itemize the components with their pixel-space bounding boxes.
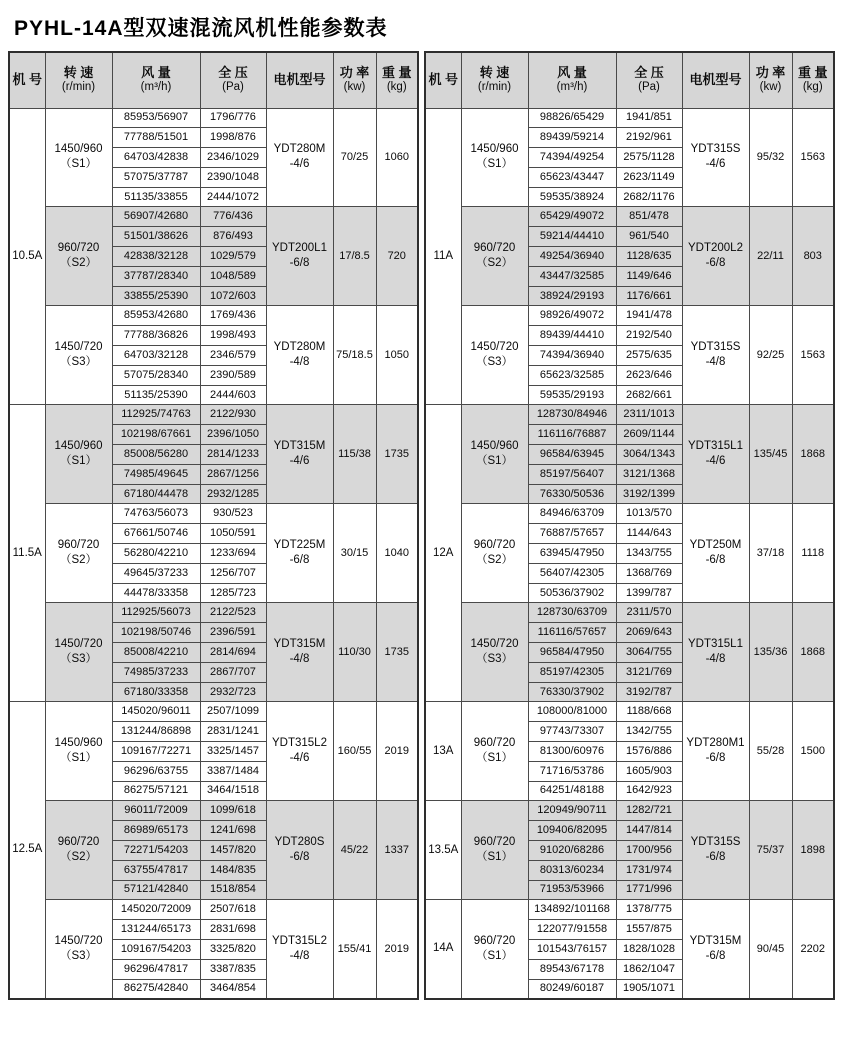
- power-cell: 17/8.5: [333, 207, 376, 306]
- pressure-cell: 2867/707: [200, 662, 266, 682]
- flow-cell: 96584/63945: [528, 445, 616, 465]
- weight-cell: 2019: [376, 702, 418, 801]
- flow-cell: 67661/50746: [112, 524, 200, 544]
- speed-cell: 1450/960 （S1）: [45, 702, 112, 801]
- table-row: [425, 405, 834, 425]
- flow-cell: 109167/54203: [112, 939, 200, 959]
- column-header: 全 压 (Pa): [616, 52, 682, 108]
- flow-cell: 74394/36940: [528, 346, 616, 366]
- flow-cell: 76330/50536: [528, 484, 616, 504]
- flow-cell: 71953/53966: [528, 880, 616, 900]
- pressure-cell: 2122/523: [200, 603, 266, 623]
- pressure-cell: 2623/1149: [616, 167, 682, 187]
- flow-cell: 98826/65429: [528, 108, 616, 128]
- flow-cell: 89439/44410: [528, 326, 616, 346]
- speed-cell: 960/720 （S1）: [461, 702, 528, 801]
- flow-cell: 109406/82095: [528, 821, 616, 841]
- pressure-cell: 2390/589: [200, 365, 266, 385]
- pressure-cell: 1050/591: [200, 524, 266, 544]
- pressure-cell: 2311/570: [616, 603, 682, 623]
- flow-cell: 96584/47950: [528, 643, 616, 663]
- pressure-cell: 1771/996: [616, 880, 682, 900]
- pressure-cell: 2346/579: [200, 346, 266, 366]
- speed-cell: 960/720 （S2）: [45, 207, 112, 306]
- speed-cell: 1450/720 （S3）: [45, 603, 112, 702]
- table-row: [425, 603, 834, 623]
- flow-cell: 80249/60187: [528, 979, 616, 999]
- flow-cell: 77788/51501: [112, 128, 200, 148]
- pressure-cell: 1862/1047: [616, 959, 682, 979]
- flow-cell: 57075/28340: [112, 365, 200, 385]
- pressure-cell: 1941/478: [616, 306, 682, 326]
- flow-cell: 67180/33358: [112, 682, 200, 702]
- flow-cell: 120949/90711: [528, 801, 616, 821]
- table-row: [9, 603, 418, 623]
- motor-cell: YDT250M -6/8: [682, 504, 749, 603]
- table-row: [425, 207, 834, 227]
- weight-cell: 1735: [376, 603, 418, 702]
- pressure-cell: 1099/618: [200, 801, 266, 821]
- flow-cell: 43447/32585: [528, 266, 616, 286]
- flow-cell: 145020/96011: [112, 702, 200, 722]
- table-row: [425, 306, 834, 326]
- performance-table-left: [8, 51, 419, 1000]
- flow-cell: 74985/49645: [112, 464, 200, 484]
- weight-cell: 1040: [376, 504, 418, 603]
- flow-cell: 59535/29193: [528, 385, 616, 405]
- table-row: [9, 801, 418, 821]
- pressure-cell: 3387/1484: [200, 761, 266, 781]
- flow-cell: 63755/47817: [112, 860, 200, 880]
- pressure-cell: 2831/1241: [200, 722, 266, 742]
- speed-cell: 1450/720 （S3）: [45, 306, 112, 405]
- pressure-cell: 1241/698: [200, 821, 266, 841]
- flow-cell: 51135/25390: [112, 385, 200, 405]
- pressure-cell: 1642/923: [616, 781, 682, 801]
- pressure-cell: 1128/635: [616, 247, 682, 267]
- flow-cell: 67180/44478: [112, 484, 200, 504]
- weight-cell: 1500: [792, 702, 834, 801]
- flow-cell: 56280/42210: [112, 544, 200, 564]
- machine-id-cell: 11.5A: [9, 405, 45, 702]
- power-cell: 135/36: [749, 603, 792, 702]
- flow-cell: 44478/33358: [112, 583, 200, 603]
- pressure-cell: 1048/589: [200, 266, 266, 286]
- pressure-cell: 1029/579: [200, 247, 266, 267]
- pressure-cell: 2575/1128: [616, 148, 682, 168]
- machine-id-cell: 13A: [425, 702, 461, 801]
- power-cell: 55/28: [749, 702, 792, 801]
- tables-container: [8, 51, 842, 1000]
- flow-cell: 85197/42305: [528, 662, 616, 682]
- table-row: [9, 405, 418, 425]
- flow-cell: 74394/49254: [528, 148, 616, 168]
- pressure-cell: 1941/851: [616, 108, 682, 128]
- motor-cell: YDT315S -6/8: [682, 801, 749, 900]
- flow-cell: 72271/54203: [112, 840, 200, 860]
- column-header: 转 速 (r/min): [45, 52, 112, 108]
- motor-cell: YDT280S -6/8: [266, 801, 333, 900]
- table-row: [9, 900, 418, 920]
- weight-cell: 1060: [376, 108, 418, 207]
- motor-cell: YDT280M1 -6/8: [682, 702, 749, 801]
- pressure-cell: 1282/721: [616, 801, 682, 821]
- weight-cell: 2019: [376, 900, 418, 999]
- pressure-cell: 3064/1343: [616, 445, 682, 465]
- flow-cell: 49645/37233: [112, 563, 200, 583]
- motor-cell: YDT315M -6/8: [682, 900, 749, 999]
- column-header: 功 率 (kw): [749, 52, 792, 108]
- flow-cell: 42838/32128: [112, 247, 200, 267]
- pressure-cell: 1176/661: [616, 286, 682, 306]
- pressure-cell: 1828/1028: [616, 939, 682, 959]
- flow-cell: 56907/42680: [112, 207, 200, 227]
- flow-cell: 74763/56073: [112, 504, 200, 524]
- pressure-cell: 2609/1144: [616, 425, 682, 445]
- motor-cell: YDT315S -4/8: [682, 306, 749, 405]
- pressure-cell: 876/493: [200, 227, 266, 247]
- power-cell: 70/25: [333, 108, 376, 207]
- pressure-cell: 851/478: [616, 207, 682, 227]
- motor-cell: YDT315L1 -4/6: [682, 405, 749, 504]
- flow-cell: 97743/73307: [528, 722, 616, 742]
- flow-cell: 38924/29193: [528, 286, 616, 306]
- machine-id-cell: 12A: [425, 405, 461, 702]
- table-row: [425, 801, 834, 821]
- pressure-cell: 1399/787: [616, 583, 682, 603]
- flow-cell: 59214/44410: [528, 227, 616, 247]
- power-cell: 45/22: [333, 801, 376, 900]
- flow-cell: 131244/86898: [112, 722, 200, 742]
- pressure-cell: 1342/755: [616, 722, 682, 742]
- weight-cell: 1868: [792, 405, 834, 504]
- flow-cell: 80313/60234: [528, 860, 616, 880]
- table-row: [9, 207, 418, 227]
- power-cell: 110/30: [333, 603, 376, 702]
- flow-cell: 64251/48188: [528, 781, 616, 801]
- flow-cell: 108000/81000: [528, 702, 616, 722]
- flow-cell: 134892/101168: [528, 900, 616, 920]
- flow-cell: 76330/37902: [528, 682, 616, 702]
- flow-cell: 59535/38924: [528, 187, 616, 207]
- flow-cell: 85953/42680: [112, 306, 200, 326]
- motor-cell: YDT315L1 -4/8: [682, 603, 749, 702]
- flow-cell: 89543/67178: [528, 959, 616, 979]
- pressure-cell: 2932/723: [200, 682, 266, 702]
- pressure-cell: 2396/1050: [200, 425, 266, 445]
- weight-cell: 1898: [792, 801, 834, 900]
- flow-cell: 37787/28340: [112, 266, 200, 286]
- flow-cell: 81300/60976: [528, 742, 616, 762]
- motor-cell: YDT225M -6/8: [266, 504, 333, 603]
- pressure-cell: 2682/661: [616, 385, 682, 405]
- table-row: [425, 900, 834, 920]
- pressure-cell: 3121/1368: [616, 464, 682, 484]
- speed-cell: 1450/720 （S3）: [461, 306, 528, 405]
- pressure-cell: 2932/1285: [200, 484, 266, 504]
- flow-cell: 128730/63709: [528, 603, 616, 623]
- flow-cell: 109167/72271: [112, 742, 200, 762]
- pressure-cell: 1378/775: [616, 900, 682, 920]
- pressure-cell: 3387/835: [200, 959, 266, 979]
- flow-cell: 64703/42838: [112, 148, 200, 168]
- flow-cell: 51501/38626: [112, 227, 200, 247]
- weight-cell: 1563: [792, 108, 834, 207]
- speed-cell: 960/720 （S1）: [461, 801, 528, 900]
- column-header: 重 量 (kg): [376, 52, 418, 108]
- flow-cell: 84946/63709: [528, 504, 616, 524]
- pressure-cell: 3064/755: [616, 643, 682, 663]
- pressure-cell: 1905/1071: [616, 979, 682, 999]
- pressure-cell: 3121/769: [616, 662, 682, 682]
- speed-cell: 1450/960 （S1）: [45, 108, 112, 207]
- weight-cell: 1563: [792, 306, 834, 405]
- flow-cell: 71716/53786: [528, 761, 616, 781]
- flow-cell: 85008/56280: [112, 445, 200, 465]
- pressure-cell: 2069/643: [616, 623, 682, 643]
- flow-cell: 116116/76887: [528, 425, 616, 445]
- pressure-cell: 3464/854: [200, 979, 266, 999]
- machine-id-cell: 14A: [425, 900, 461, 999]
- machine-id-cell: 12.5A: [9, 702, 45, 999]
- pressure-cell: 1518/854: [200, 880, 266, 900]
- power-cell: 155/41: [333, 900, 376, 999]
- pressure-cell: 1368/769: [616, 563, 682, 583]
- flow-cell: 116116/57657: [528, 623, 616, 643]
- pressure-cell: 1576/886: [616, 742, 682, 762]
- motor-cell: YDT315M -4/8: [266, 603, 333, 702]
- flow-cell: 89439/59214: [528, 128, 616, 148]
- pressure-cell: 2682/1176: [616, 187, 682, 207]
- power-cell: 115/38: [333, 405, 376, 504]
- motor-cell: YDT315S -4/6: [682, 108, 749, 207]
- pressure-cell: 3464/1518: [200, 781, 266, 801]
- pressure-cell: 2192/961: [616, 128, 682, 148]
- power-cell: 30/15: [333, 504, 376, 603]
- power-cell: 135/45: [749, 405, 792, 504]
- flow-cell: 33855/25390: [112, 286, 200, 306]
- flow-cell: 51135/33855: [112, 187, 200, 207]
- flow-cell: 98926/49072: [528, 306, 616, 326]
- pressure-cell: 1998/493: [200, 326, 266, 346]
- pressure-cell: 2396/591: [200, 623, 266, 643]
- pressure-cell: 3192/787: [616, 682, 682, 702]
- column-header: 风 量 (m³/h): [528, 52, 616, 108]
- pressure-cell: 2575/635: [616, 346, 682, 366]
- pressure-cell: 1700/956: [616, 840, 682, 860]
- pressure-cell: 961/540: [616, 227, 682, 247]
- flow-cell: 96296/63755: [112, 761, 200, 781]
- flow-cell: 86989/65173: [112, 821, 200, 841]
- pressure-cell: 1484/835: [200, 860, 266, 880]
- machine-id-cell: 13.5A: [425, 801, 461, 900]
- pressure-cell: 1731/974: [616, 860, 682, 880]
- motor-cell: YDT200L1 -6/8: [266, 207, 333, 306]
- flow-cell: 131244/65173: [112, 920, 200, 940]
- pressure-cell: 1605/903: [616, 761, 682, 781]
- speed-cell: 960/720 （S2）: [45, 504, 112, 603]
- pressure-cell: 1796/776: [200, 108, 266, 128]
- flow-cell: 85197/56407: [528, 464, 616, 484]
- machine-id-cell: 10.5A: [9, 108, 45, 405]
- power-cell: 160/55: [333, 702, 376, 801]
- flow-cell: 112925/56073: [112, 603, 200, 623]
- pressure-cell: 1072/603: [200, 286, 266, 306]
- column-header: 机 号: [425, 52, 461, 108]
- speed-cell: 1450/960 （S1）: [461, 405, 528, 504]
- flow-cell: 50536/37902: [528, 583, 616, 603]
- flow-cell: 57121/42840: [112, 880, 200, 900]
- column-header: 转 速 (r/min): [461, 52, 528, 108]
- flow-cell: 96011/72009: [112, 801, 200, 821]
- flow-cell: 91020/68286: [528, 840, 616, 860]
- pressure-cell: 1256/707: [200, 563, 266, 583]
- pressure-cell: 1457/820: [200, 840, 266, 860]
- flow-cell: 65429/49072: [528, 207, 616, 227]
- column-header: 功 率 (kw): [333, 52, 376, 108]
- flow-cell: 96296/47817: [112, 959, 200, 979]
- power-cell: 75/37: [749, 801, 792, 900]
- pressure-cell: 1343/755: [616, 544, 682, 564]
- pressure-cell: 2346/1029: [200, 148, 266, 168]
- table-row: [9, 702, 418, 722]
- pressure-cell: 1188/668: [616, 702, 682, 722]
- pressure-cell: 2192/540: [616, 326, 682, 346]
- performance-table-right: [424, 51, 835, 1000]
- pressure-cell: 2122/930: [200, 405, 266, 425]
- weight-cell: 803: [792, 207, 834, 306]
- motor-cell: YDT315L2 -4/6: [266, 702, 333, 801]
- pressure-cell: 2507/618: [200, 900, 266, 920]
- weight-cell: 2202: [792, 900, 834, 999]
- pressure-cell: 1149/646: [616, 266, 682, 286]
- flow-cell: 85008/42210: [112, 643, 200, 663]
- flow-cell: 76887/57657: [528, 524, 616, 544]
- flow-cell: 86275/42840: [112, 979, 200, 999]
- table-row: [9, 306, 418, 326]
- pressure-cell: 1998/876: [200, 128, 266, 148]
- machine-id-cell: 11A: [425, 108, 461, 405]
- speed-cell: 960/720 （S1）: [461, 900, 528, 999]
- pressure-cell: 2444/603: [200, 385, 266, 405]
- flow-cell: 122077/91558: [528, 920, 616, 940]
- motor-cell: YDT280M -4/6: [266, 108, 333, 207]
- flow-cell: 57075/37787: [112, 167, 200, 187]
- weight-cell: 1337: [376, 801, 418, 900]
- weight-cell: 1868: [792, 603, 834, 702]
- flow-cell: 64703/32128: [112, 346, 200, 366]
- flow-cell: 128730/84946: [528, 405, 616, 425]
- flow-cell: 77788/36826: [112, 326, 200, 346]
- table-row: [425, 702, 834, 722]
- pressure-cell: 3325/1457: [200, 742, 266, 762]
- pressure-cell: 2814/1233: [200, 445, 266, 465]
- weight-cell: 1050: [376, 306, 418, 405]
- speed-cell: 960/720 （S2）: [461, 207, 528, 306]
- column-header: 电机型号: [266, 52, 333, 108]
- pressure-cell: 2814/694: [200, 643, 266, 663]
- motor-cell: YDT315L2 -4/8: [266, 900, 333, 999]
- pressure-cell: 2623/646: [616, 365, 682, 385]
- flow-cell: 102198/67661: [112, 425, 200, 445]
- pressure-cell: 3325/820: [200, 939, 266, 959]
- table-row: [9, 108, 418, 128]
- pressure-cell: 1013/570: [616, 504, 682, 524]
- flow-cell: 85953/56907: [112, 108, 200, 128]
- power-cell: 92/25: [749, 306, 792, 405]
- power-cell: 37/18: [749, 504, 792, 603]
- column-header: 机 号: [9, 52, 45, 108]
- pressure-cell: 2867/1256: [200, 464, 266, 484]
- table-row: [9, 504, 418, 524]
- power-cell: 95/32: [749, 108, 792, 207]
- column-header: 电机型号: [682, 52, 749, 108]
- power-cell: 90/45: [749, 900, 792, 999]
- flow-cell: 101543/76157: [528, 939, 616, 959]
- pressure-cell: 3192/1399: [616, 484, 682, 504]
- pressure-cell: 1233/694: [200, 544, 266, 564]
- flow-cell: 74985/37233: [112, 662, 200, 682]
- column-header: 全 压 (Pa): [200, 52, 266, 108]
- speed-cell: 1450/720 （S3）: [461, 603, 528, 702]
- table-row: [425, 108, 834, 128]
- page: [0, 12, 850, 1000]
- weight-cell: 1735: [376, 405, 418, 504]
- column-header: 风 量 (m³/h): [112, 52, 200, 108]
- flow-cell: 112925/74763: [112, 405, 200, 425]
- flow-cell: 63945/47950: [528, 544, 616, 564]
- flow-cell: 86275/57121: [112, 781, 200, 801]
- pressure-cell: 1144/643: [616, 524, 682, 544]
- speed-cell: 1450/960 （S1）: [461, 108, 528, 207]
- pressure-cell: 2444/1072: [200, 187, 266, 207]
- table-row: [425, 504, 834, 524]
- weight-cell: 1118: [792, 504, 834, 603]
- flow-cell: 65623/32585: [528, 365, 616, 385]
- pressure-cell: 2507/1099: [200, 702, 266, 722]
- pressure-cell: 776/436: [200, 207, 266, 227]
- pressure-cell: 2831/698: [200, 920, 266, 940]
- pressure-cell: 1447/814: [616, 821, 682, 841]
- pressure-cell: 2311/1013: [616, 405, 682, 425]
- power-cell: 75/18.5: [333, 306, 376, 405]
- flow-cell: 102198/50746: [112, 623, 200, 643]
- flow-cell: 56407/42305: [528, 563, 616, 583]
- power-cell: 22/11: [749, 207, 792, 306]
- flow-cell: 49254/36940: [528, 247, 616, 267]
- pressure-cell: 1285/723: [200, 583, 266, 603]
- column-header: 重 量 (kg): [792, 52, 834, 108]
- pressure-cell: 1557/875: [616, 920, 682, 940]
- speed-cell: 960/720 （S2）: [45, 801, 112, 900]
- flow-cell: 145020/72009: [112, 900, 200, 920]
- speed-cell: 1450/720 （S3）: [45, 900, 112, 999]
- page-title: PYHL-14A型双速混流风机性能参数表: [14, 17, 388, 40]
- pressure-cell: 1769/436: [200, 306, 266, 326]
- weight-cell: 720: [376, 207, 418, 306]
- motor-cell: YDT315M -4/6: [266, 405, 333, 504]
- speed-cell: 960/720 （S2）: [461, 504, 528, 603]
- motor-cell: YDT200L2 -6/8: [682, 207, 749, 306]
- flow-cell: 65623/43447: [528, 167, 616, 187]
- speed-cell: 1450/960 （S1）: [45, 405, 112, 504]
- motor-cell: YDT280M -4/8: [266, 306, 333, 405]
- pressure-cell: 2390/1048: [200, 167, 266, 187]
- pressure-cell: 930/523: [200, 504, 266, 524]
